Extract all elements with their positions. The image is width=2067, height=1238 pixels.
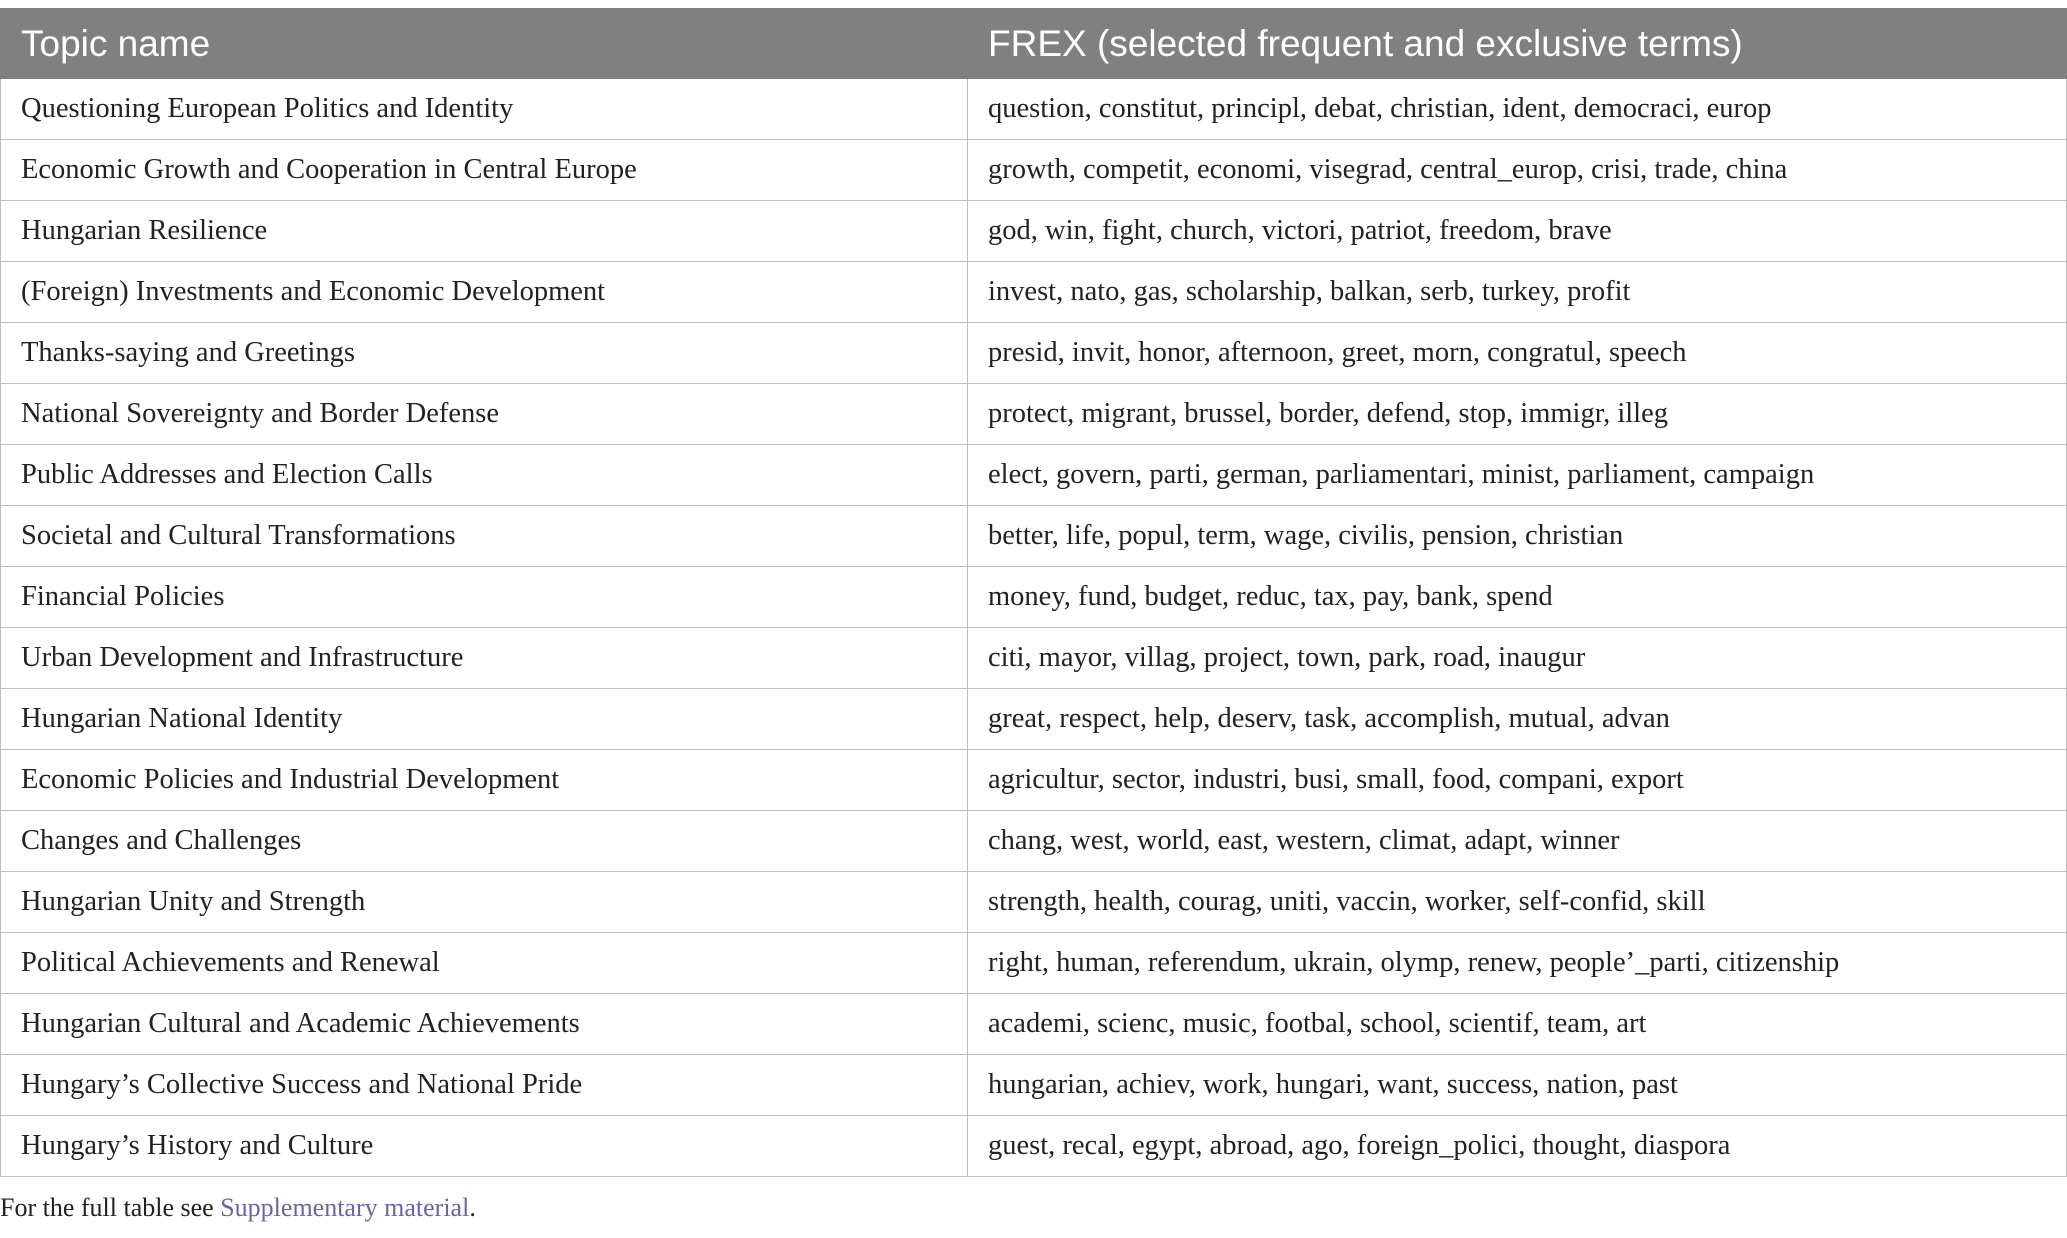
supplementary-material-link[interactable]: Supplementary material	[220, 1193, 470, 1222]
frex-terms-cell: agricultur, sector, industri, busi, small, food, compani, export	[968, 750, 2067, 811]
table-row	[1, 323, 2067, 384]
topic-name-cell: Political Achievements and Renewal	[1, 933, 968, 994]
topic-name-cell: Urban Development and Infrastructure	[1, 628, 968, 689]
frex-terms-cell: growth, competit, economi, visegrad, central_europ, crisi, trade, china	[968, 140, 2067, 201]
table-row	[1, 1116, 2067, 1177]
frex-terms-cell: elect, govern, parti, german, parliamentari, minist, parliament, campaign	[968, 445, 2067, 506]
table-row	[1, 567, 2067, 628]
topic-name-cell: National Sovereignty and Border Defense	[1, 384, 968, 445]
table-row	[1, 384, 2067, 445]
topic-name-cell: Financial Policies	[1, 567, 968, 628]
topic-name-cell: Public Addresses and Election Calls	[1, 445, 968, 506]
frex-terms-cell: question, constitut, principl, debat, christian, ident, democraci, europ	[968, 79, 2067, 140]
topic-name-cell: Hungarian Unity and Strength	[1, 872, 968, 933]
table-row	[1, 262, 2067, 323]
frex-terms-cell: right, human, referendum, ukrain, olymp, renew, people’_parti, citizenship	[968, 933, 2067, 994]
frex-terms-cell: great, respect, help, deserv, task, accomplish, mutual, advan	[968, 689, 2067, 750]
topics-table-container	[0, 8, 2066, 1177]
topic-name-cell: Hungarian Resilience	[1, 201, 968, 262]
frex-terms-cell: guest, recal, egypt, abroad, ago, foreign_polici, thought, diaspora	[968, 1116, 2067, 1177]
table-row	[1, 628, 2067, 689]
topic-name-cell: Economic Growth and Cooperation in Central Europe	[1, 140, 968, 201]
frex-terms-cell: chang, west, world, east, western, climat, adapt, winner	[968, 811, 2067, 872]
topic-name-cell: (Foreign) Investments and Economic Development	[1, 262, 968, 323]
table-row	[1, 872, 2067, 933]
table-row	[1, 994, 2067, 1055]
topic-name-cell: Societal and Cultural Transformations	[1, 506, 968, 567]
frex-terms-cell: strength, health, courag, uniti, vaccin, worker, self-confid, skill	[968, 872, 2067, 933]
table-row	[1, 933, 2067, 994]
frex-terms-cell: hungarian, achiev, work, hungari, want, success, nation, past	[968, 1055, 2067, 1116]
table-row	[1, 445, 2067, 506]
table-row	[1, 811, 2067, 872]
topics-table	[0, 8, 2067, 1177]
topic-name-cell: Questioning European Politics and Identity	[1, 79, 968, 140]
topic-name-cell: Economic Policies and Industrial Development	[1, 750, 968, 811]
frex-terms-cell: academi, scienc, music, footbal, school, scientif, team, art	[968, 994, 2067, 1055]
table-row	[1, 140, 2067, 201]
topic-name-cell: Hungarian National Identity	[1, 689, 968, 750]
topic-name-cell: Thanks-saying and Greetings	[1, 323, 968, 384]
frex-terms-cell: protect, migrant, brussel, border, defend, stop, immigr, illeg	[968, 384, 2067, 445]
frex-terms-cell: money, fund, budget, reduc, tax, pay, bank, spend	[968, 567, 2067, 628]
footnote-suffix: .	[469, 1193, 476, 1222]
topic-name-cell: Hungarian Cultural and Academic Achievements	[1, 994, 968, 1055]
table-row	[1, 1055, 2067, 1116]
topic-name-cell: Hungary’s History and Culture	[1, 1116, 968, 1177]
column-header-frex-terms: FREX (selected frequent and exclusive terms)	[968, 9, 2067, 79]
topic-name-cell: Hungary’s Collective Success and National Pride	[1, 1055, 968, 1116]
frex-terms-cell: citi, mayor, villag, project, town, park, road, inaugur	[968, 628, 2067, 689]
column-header-topic-name: Topic name	[1, 9, 968, 79]
frex-terms-cell: god, win, fight, church, victori, patriot, freedom, brave	[968, 201, 2067, 262]
table-row	[1, 506, 2067, 567]
frex-terms-cell: invest, nato, gas, scholarship, balkan, serb, turkey, profit	[968, 262, 2067, 323]
table-row	[1, 79, 2067, 140]
frex-terms-cell: presid, invit, honor, afternoon, greet, morn, congratul, speech	[968, 323, 2067, 384]
topic-name-cell: Changes and Challenges	[1, 811, 968, 872]
table-row	[1, 201, 2067, 262]
table-footnote	[0, 1193, 476, 1223]
frex-terms-cell: better, life, popul, term, wage, civilis, pension, christian	[968, 506, 2067, 567]
table-row	[1, 750, 2067, 811]
table-row	[1, 689, 2067, 750]
table-header-row	[1, 9, 2067, 79]
footnote-prefix: For the full table see	[0, 1193, 221, 1222]
